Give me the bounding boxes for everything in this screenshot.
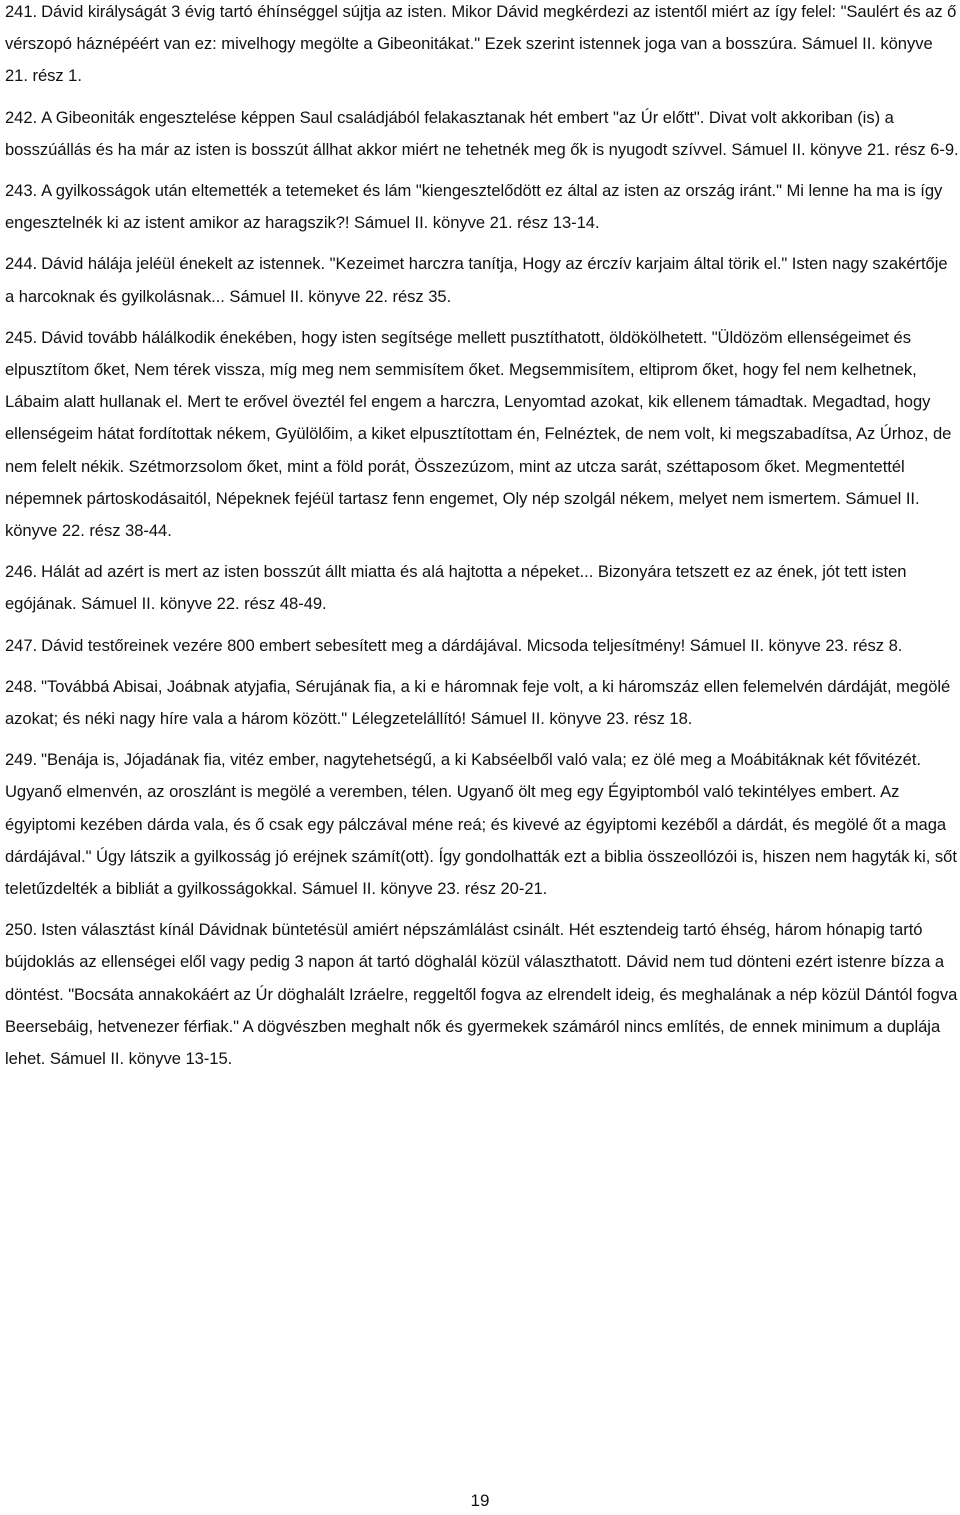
entry-list [5, 0, 960, 1084]
entry-text: Dávid királyságát 3 évig tartó éhínséggel sújtja az isten. Mikor Dávid megkérdezi az istentől miért az így felel: "Saulért és az ő vérszopó háznépéért van ez: mivelhogy megölte a Gibeonitákat." Ezek szerint istennek joga van a bosszúra. Sámuel II. könyve 21. rész 1. [5, 2, 957, 86]
entry-247 [5, 630, 960, 662]
entry-number: 243. [5, 181, 38, 201]
entry-text: Hálát ad azért is mert az isten bosszút állt miatta és alá hajtotta a népeket... Bizonyára tetszett ez az ének, jót tett isten egójának. Sámuel II. könyve 22. rész 48-49. [5, 562, 907, 614]
entry-number: 246. [5, 562, 38, 582]
entry-number: 250. [5, 920, 38, 940]
entry-number: 244. [5, 254, 38, 274]
entry-text: Dávid tovább hálálkodik énekében, hogy isten segítsége mellett pusztíthatott, öldökölhetett. "Üldözöm ellenségeimet és elpusztítom őket, Nem térek vissza, míg meg nem semmisítem őket. Megsemmisítem, eltiprom őket, hogy fel nem kelhetnek, Lábaim alatt hullanak el. Mert te erővel öveztél fel engem a harczra, Lenyomtad azokat, kik ellenem támadtak. Megadtad, hogy ellenségeim hátat fordítottak nékem, Gyülölőim, a kiket elpusztítottam én, Felnéztek, de nem volt, ki megszabadítsa, Az Úrhoz, de nem felelt nékik. Szétmorzsolom őket, mint a föld porát, Összezúzom, mint az utcza sarát, széttaposom őket. Megmentettél népemnek pártoskodásaitól, Népeknek fejéül tartasz fenn engemet, Oly nép szolgál nékem, melyet nem ismertem. Sámuel II. könyve 22. rész 38-44. [5, 327, 952, 541]
entry-text: "Továbbá Abisai, Joábnak atyjafia, Sérujának fia, a ki e háromnak feje volt, a ki háromszáz ellen felemelvén dárdáját, megölé azokat; és néki nagy híre vala a három között." Lélegzetelállító! Sámuel II. könyve 23. rész 18. [5, 676, 951, 729]
entry-number: 245. [5, 327, 38, 347]
entry-245 [5, 322, 960, 547]
entry-number: 241. [5, 2, 38, 21]
entry-number: 242. [5, 107, 38, 127]
entry-text: Dávid hálája jeléül énekelt az istennek. "Kezeimet harczra tanítja, Hogy az érczív karjaim által törik el." Isten nagy szakértője a harcoknak és gyilkolásnak... Sámuel II. könyve 22. rész 35. [5, 254, 948, 306]
entry-number: 248. [5, 676, 38, 696]
entry-241 [5, 0, 960, 93]
entry-242 [5, 102, 960, 166]
entry-text: "Benája is, Jójadának fia, vitéz ember, nagytehetségű, a ki Kabséelből való vala; ez ölé meg a Moábitáknak két fővitézét. Ugyanő elmenvén, az oroszlánt is megölé a veremben, télen. Ugyanő ölt meg egy Égyiptomból való tekintélyes embert. Az égyiptomi kezében dárda vala, és ő csak egy pálczával méne reá; és kivevé az égyiptomi kezéből a dárdát, és megölé őt a maga dárdájával." Úgy látszik a gyilkosság jó eréjnek számít(ott). Így gondolhatták ezt a biblia összeollózói is, hiszen nem hagyták ki, sőt teletűzdelték a bibliát a gyilkosságokkal. Sámuel II. könyve 23. rész 20-21. [5, 750, 957, 899]
entry-text: Isten választást kínál Dávidnak büntetésül amiért népszámlálást csinált. Hét esztendeig tartó éhség, három hónapig tartó bújdoklás az ellenségei elől vagy pedig 3 napon át tartó döghalál közül választhatott. Dávid nem tud dönteni ezért istenre bízza a döntést. "Bocsáta annakokáért az Úr döghalált Izráelre, reggeltől fogva az elrendelt ideig, és meghalának a nép közül Dántól fogva Beersebáig, hetvenezer férfiak." A dögvészben meghalt nők és gyermekek számáról nincs említés, de ennek minimum a duplája lehet. Sámuel II. könyve 13-15. [5, 920, 958, 1069]
entry-250 [5, 914, 960, 1075]
entry-number: 249. [5, 750, 38, 770]
page-number: 19 [470, 1491, 490, 1510]
entry-text: A Gibeoniták engesztelése képpen Saul családjából felakasztanak hét embert "az Úr előtt". Divat volt akkoriban (is) a bosszúállás és ha már az isten is bosszút állhat akkor miért ne tehetnék meg ők is nyugodt szívvel. Sámuel II. könyve 21. rész 6-9. [5, 107, 959, 159]
entry-248 [5, 671, 960, 735]
entry-249 [5, 744, 960, 905]
entry-text: Dávid testőreinek vezére 800 embert sebesített meg a dárdájával. Micsoda teljesítmény! Sámuel II. könyve 23. rész 8. [41, 635, 903, 655]
entry-number: 247. [5, 635, 38, 655]
entry-246 [5, 556, 960, 620]
entry-243 [5, 175, 960, 239]
entry-text: A gyilkosságok után eltemették a tetemeket és lám "kiengesztelődött ez által az isten az ország iránt." Mi lenne ha ma is így engesztelnék ki az istent amikor az haragszik?! Sámuel II. könyve 21. rész 13-14. [5, 181, 943, 233]
entry-244 [5, 248, 960, 312]
